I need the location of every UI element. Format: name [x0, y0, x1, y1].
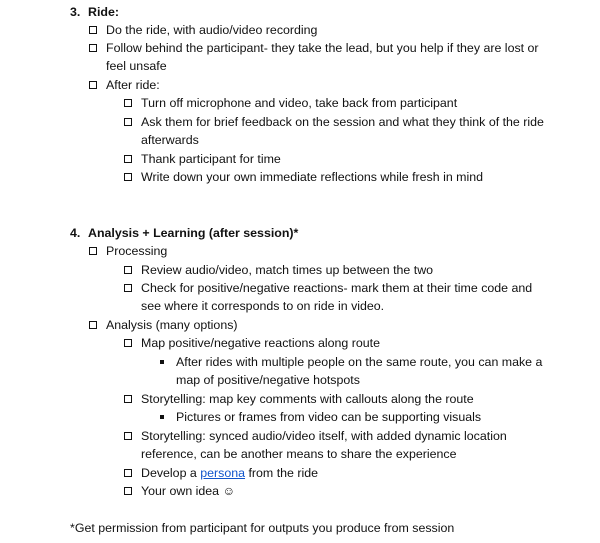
bullet-icon [160, 360, 164, 364]
checkbox-icon[interactable] [89, 247, 97, 255]
persona-link[interactable]: persona [200, 466, 246, 480]
checkbox-icon[interactable] [124, 284, 132, 292]
section-4-title: Analysis + Learning (after session)* [88, 226, 299, 240]
checkbox-icon[interactable] [89, 44, 97, 52]
checkbox-icon[interactable] [124, 118, 132, 126]
checkbox-icon[interactable] [124, 395, 132, 403]
checklist-item-continuation: feel unsafe [106, 59, 167, 73]
checklist-item-continuation: reference, can be another means to share the experience [141, 447, 457, 461]
checkbox-icon[interactable] [124, 155, 132, 163]
checkbox-icon[interactable] [124, 432, 132, 440]
section-3-number: 3. [70, 5, 81, 19]
checkbox-icon[interactable] [124, 339, 132, 347]
checkbox-icon[interactable] [124, 99, 132, 107]
section-4-number: 4. [70, 226, 81, 240]
checklist-item-continuation: afterwards [141, 133, 199, 147]
footnote: *Get permission from participant for outputs you produce from session [70, 521, 455, 535]
checkbox-icon[interactable] [124, 266, 132, 274]
checkbox-icon[interactable] [89, 321, 97, 329]
checkbox-icon[interactable] [89, 26, 97, 34]
bullet-icon [160, 415, 164, 419]
checkbox-icon[interactable] [124, 469, 132, 477]
bullet-item-continuation: map of positive/negative hotspots [176, 373, 360, 387]
persona-item-text: Develop a persona from the ride [141, 466, 319, 480]
checklist-item-continuation: see where it corresponds to on ride in video. [141, 299, 385, 313]
section-3-title: Ride: [88, 5, 119, 19]
checkbox-icon[interactable] [124, 487, 132, 495]
checkbox-icon[interactable] [89, 81, 97, 89]
checkbox-icon[interactable] [124, 173, 132, 181]
